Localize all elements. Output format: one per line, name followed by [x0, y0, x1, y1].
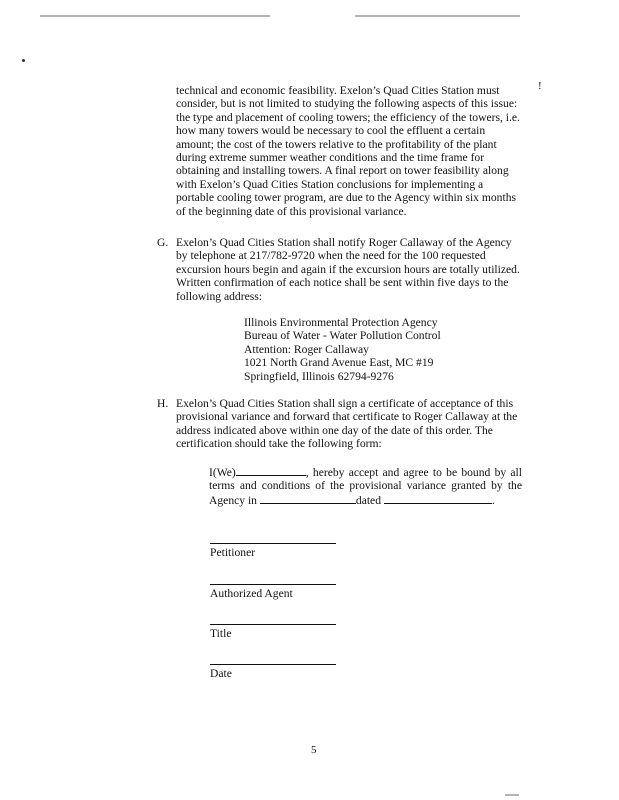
paragraph-line: by telephone at 217/782-9720 when the need for the 100 requested [176, 249, 486, 263]
signature-line[interactable] [210, 624, 336, 625]
margin-mark: ! [538, 80, 542, 92]
paragraph-line: during extreme summer weather conditions and the time frame for [176, 151, 485, 165]
date-blank[interactable] [384, 493, 492, 504]
paragraph-line: Exelon’s Quad Cities Station shall sign a certificate of acceptance of this [176, 397, 514, 410]
paragraph-line: Exelon’s Quad Cities Station shall notify Roger Callaway of the Agency [176, 236, 512, 249]
paragraph-line: address indicated above within one day of the date of this order. The [176, 423, 493, 437]
footer-scan-artifact [505, 794, 519, 796]
paragraph-line: technical and economic feasibility. Exelon’s Quad Cities Station must [176, 84, 500, 97]
paragraph-line: with Exelon’s Quad Cities Station conclusions for implementing a [176, 177, 484, 191]
margin-dot [22, 59, 25, 62]
certificate-text: , hereby accept and agree to be bound by all [305, 466, 522, 479]
paragraph-line: portable cooling tower program, are due to the Agency within six months [176, 191, 517, 205]
section-h-label: H. [157, 397, 169, 410]
section-g-paragraph [176, 236, 521, 303]
certificate-line-3 [209, 493, 522, 507]
paragraph-line: amount; the cost of the towers relative to the profitability of the plant [176, 137, 497, 151]
certificate-text: I(We) [209, 466, 236, 479]
section-h-paragraph [176, 397, 521, 451]
signature-line[interactable] [210, 543, 336, 544]
agency-blank[interactable] [260, 493, 356, 504]
address-line: Illinois Environmental Protection Agency [244, 316, 438, 329]
certificate-text: Agency in [209, 493, 257, 507]
header-scan-artifact [355, 15, 520, 17]
address-line: Bureau of Water - Water Pollution Control [244, 329, 441, 343]
signature-line[interactable] [210, 664, 336, 665]
paragraph-line: how many towers would be necessary to cool the effluent a certain [176, 124, 486, 138]
section-g-label: G. [157, 236, 169, 249]
date-label: Date [210, 667, 232, 680]
name-blank[interactable] [236, 465, 306, 476]
certificate-text: dated [355, 493, 381, 507]
petitioner-label: Petitioner [210, 546, 256, 559]
certificate-line-2: terms and conditions of the provisional variance granted by the [209, 479, 522, 493]
agency-address [244, 316, 441, 383]
paragraph-line: Written confirmation of each notice shall be sent within five days to the [176, 276, 509, 290]
certificate-line-1 [209, 465, 522, 479]
address-line: Attention: Roger Callaway [244, 342, 369, 356]
page-number: 5 [311, 744, 317, 756]
paragraph-line: obtaining and installing towers. A final report on tower feasibility along [176, 164, 509, 178]
paragraph-line: provisional variance and forward that certificate to Roger Callaway at the [176, 410, 518, 424]
header-scan-artifact [40, 15, 270, 17]
section-f-paragraph [176, 84, 521, 218]
paragraph-line: of the beginning date of this provisional variance. [176, 204, 407, 218]
paragraph-line: certification should take the following form: [176, 437, 382, 451]
certificate-text: . [491, 493, 495, 507]
title-label: Title [210, 627, 232, 640]
address-line: Springfield, Illinois 62794-9276 [244, 369, 394, 383]
address-line: 1021 North Grand Avenue East, MC #19 [244, 356, 434, 370]
paragraph-line: excursion hours begin and again if the excursion hours are totally utilized. [176, 262, 520, 276]
authorized-agent-label: Authorized Agent [210, 587, 293, 600]
certificate-form [209, 465, 522, 507]
paragraph-line: following address: [176, 289, 262, 303]
paragraph-line: consider, but is not limited to studying the following aspects of this issue: [176, 97, 518, 111]
signature-line[interactable] [210, 584, 336, 585]
paragraph-line: the type and placement of cooling towers; the efficiency of the towers, i.e. [176, 110, 520, 124]
